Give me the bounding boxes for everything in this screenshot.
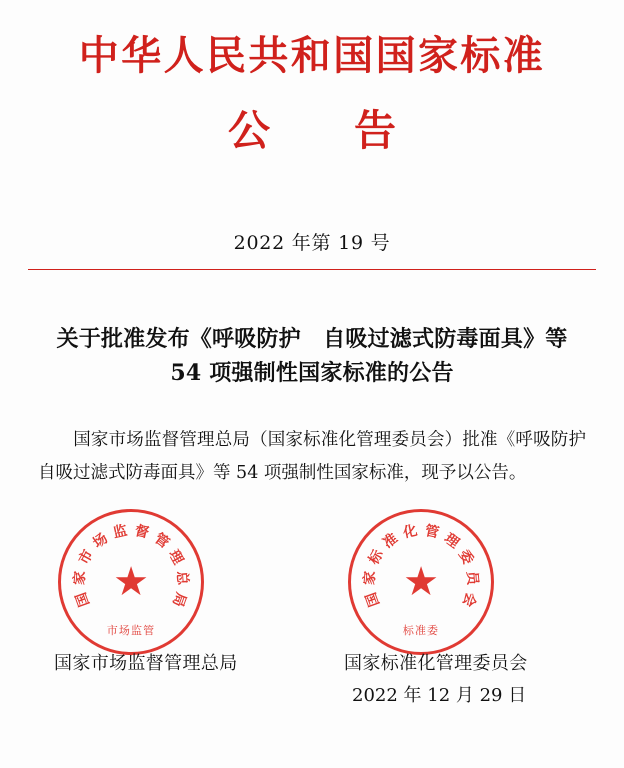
divider-rule [28, 269, 596, 270]
seal-ring-char: 场 [90, 530, 111, 552]
signature-right: 国家标准化管理委员会 [344, 652, 528, 674]
seal-ring-char: 局 [169, 590, 189, 609]
seal-ring-char: 管 [151, 530, 172, 552]
seal-ring-char: 家 [71, 570, 89, 586]
seal-ring-char: 监 [111, 522, 129, 542]
seal-bottom-text-left: 市场监管 [106, 623, 156, 637]
seal-ring-char: 国 [73, 590, 93, 609]
masthead-title-line1: 中华人民共和国国家标准 [78, 32, 546, 79]
star-icon: ★ [403, 558, 439, 605]
seal-ring-char: 委 [455, 547, 477, 568]
body-paragraph [38, 424, 604, 489]
seals-area [0, 501, 624, 671]
page-title: 关于批准发布《呼吸防护 自吸过滤式防毒面具》等 54 项强制性国家标准的公告 [56, 326, 568, 387]
seal-ring-char: 标 [365, 547, 387, 568]
seal-ring-char: 员 [463, 570, 481, 586]
seal-ring-char: 化 [401, 522, 419, 542]
seal-ring-char: 国 [363, 590, 383, 609]
seal-standardization-committee [348, 509, 494, 655]
seal-market-regulation [58, 509, 204, 655]
seal-ring-char: 会 [459, 590, 479, 609]
issue-number: 2022 年第 19 号 [233, 232, 391, 254]
signature-date: 2022 年 12 月 29 日 [352, 684, 527, 706]
seal-ring-char: 准 [380, 530, 401, 552]
seal-ring-char: 督 [133, 522, 151, 542]
signature-block [0, 649, 624, 739]
seal-ring-char: 市 [75, 547, 97, 568]
seal-bottom-text-right: 标准委 [402, 623, 440, 637]
signature-left: 国家市场监督管理总局 [54, 652, 238, 674]
star-icon: ★ [113, 558, 149, 605]
masthead-title-line2: 公 告 [227, 106, 417, 155]
seal-ring-char: 理 [165, 547, 187, 568]
seal-ring-char: 总 [173, 570, 191, 586]
seal-ring-char: 家 [361, 570, 379, 586]
body-paragraph-text: 国家市场监督管理总局（国家标准化管理委员会）批准《呼吸防护 自吸过滤式防毒面具》等 54 项强制性国家标准，现予以公告。 [38, 430, 604, 483]
masthead [0, 0, 624, 155]
seal-ring-char: 理 [441, 530, 462, 552]
seal-ring-char: 管 [423, 522, 441, 542]
